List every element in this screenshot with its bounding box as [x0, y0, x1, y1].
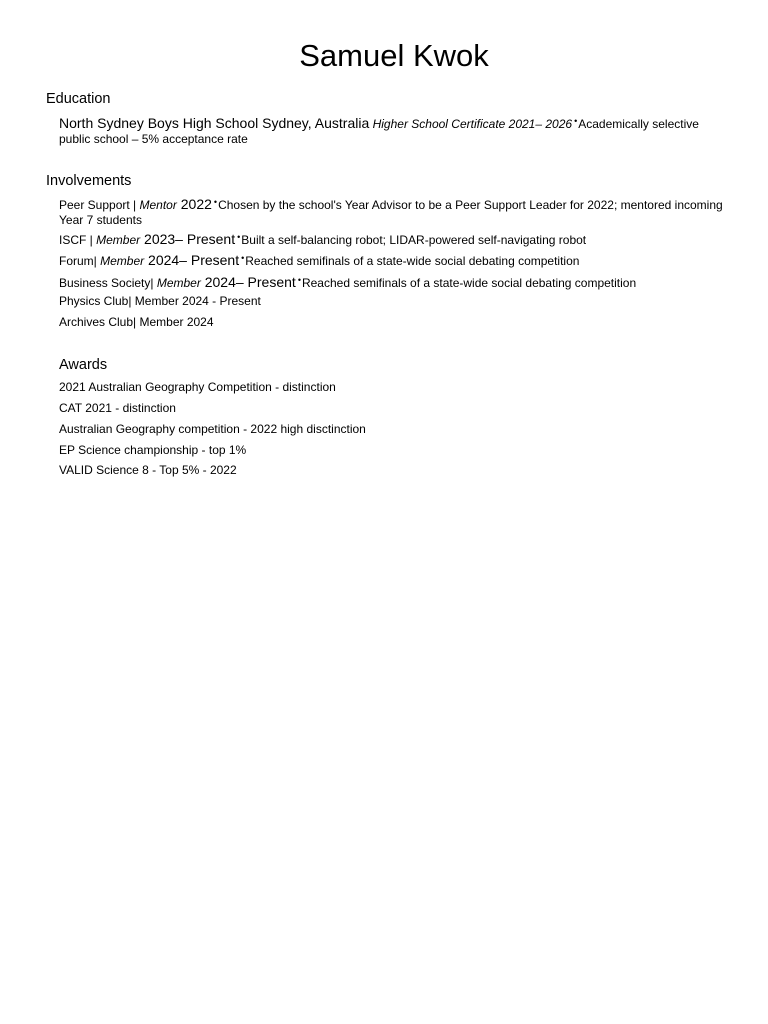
- award-item: EP Science championship - top 1%: [59, 443, 247, 457]
- involvement-desc: Reached semifinals of a state-wide social debating competition: [245, 254, 580, 268]
- involvement-org: Peer Support |: [59, 198, 140, 212]
- award-item: 2021 Australian Geography Competition - distinction: [59, 380, 336, 394]
- education-program: Higher School Certificate 2021– 2026: [372, 117, 573, 131]
- bullet-separator: •: [241, 253, 245, 263]
- education-entry: [59, 114, 724, 147]
- involvement-years: 2022: [176, 196, 212, 212]
- education-school: North Sydney Boys High School Sydney, Australia: [59, 115, 370, 131]
- resume-name: Samuel Kwok: [299, 38, 489, 73]
- involvement-years: 2024– Present: [144, 252, 240, 268]
- involvement-item: [59, 230, 724, 248]
- involvement-item: [59, 251, 724, 269]
- involvement-org: Business Society|: [59, 276, 157, 290]
- education-note: Academically selective public school – 5% acceptance rate: [59, 117, 699, 146]
- bullet-separator: •: [574, 116, 578, 126]
- involvement-years: 2024– Present: [200, 274, 296, 290]
- awards-heading: Awards: [59, 357, 108, 373]
- involvement-item: Physics Club| Member 2024 - Present: [59, 294, 261, 308]
- involvement-desc: Built a self-balancing robot; LIDAR-powered self-navigating robot: [241, 233, 587, 247]
- bullet-separator: •: [237, 232, 241, 242]
- involvement-desc: Reached semifinals of a state-wide social debating competition: [301, 276, 637, 290]
- involvement-role: Mentor: [139, 198, 177, 212]
- involvement-role: Member: [96, 233, 141, 247]
- involvement-role: Member: [156, 276, 201, 290]
- involvement-years: 2023– Present: [140, 231, 236, 247]
- involvement-org: Forum|: [59, 254, 101, 268]
- award-item: VALID Science 8 - Top 5% - 2022: [59, 463, 237, 477]
- award-item: CAT 2021 - distinction: [59, 401, 176, 415]
- involvement-item: Archives Club| Member 2024: [59, 315, 214, 329]
- involvement-role: Member: [100, 254, 145, 268]
- involvement-item: [59, 273, 724, 291]
- bullet-separator: •: [213, 197, 218, 207]
- involvement-item: [59, 195, 724, 228]
- education-heading: Education: [46, 91, 111, 107]
- bullet-separator: •: [297, 275, 301, 285]
- involvements-heading: Involvements: [46, 173, 132, 189]
- involvement-desc: Chosen by the school's Year Advisor to be a Peer Support Leader for 2022; mentored incoming Year 7 students: [59, 198, 723, 227]
- involvement-org: ISCF |: [59, 233, 97, 247]
- award-item: Australian Geography competition - 2022 high disctinction: [59, 422, 366, 436]
